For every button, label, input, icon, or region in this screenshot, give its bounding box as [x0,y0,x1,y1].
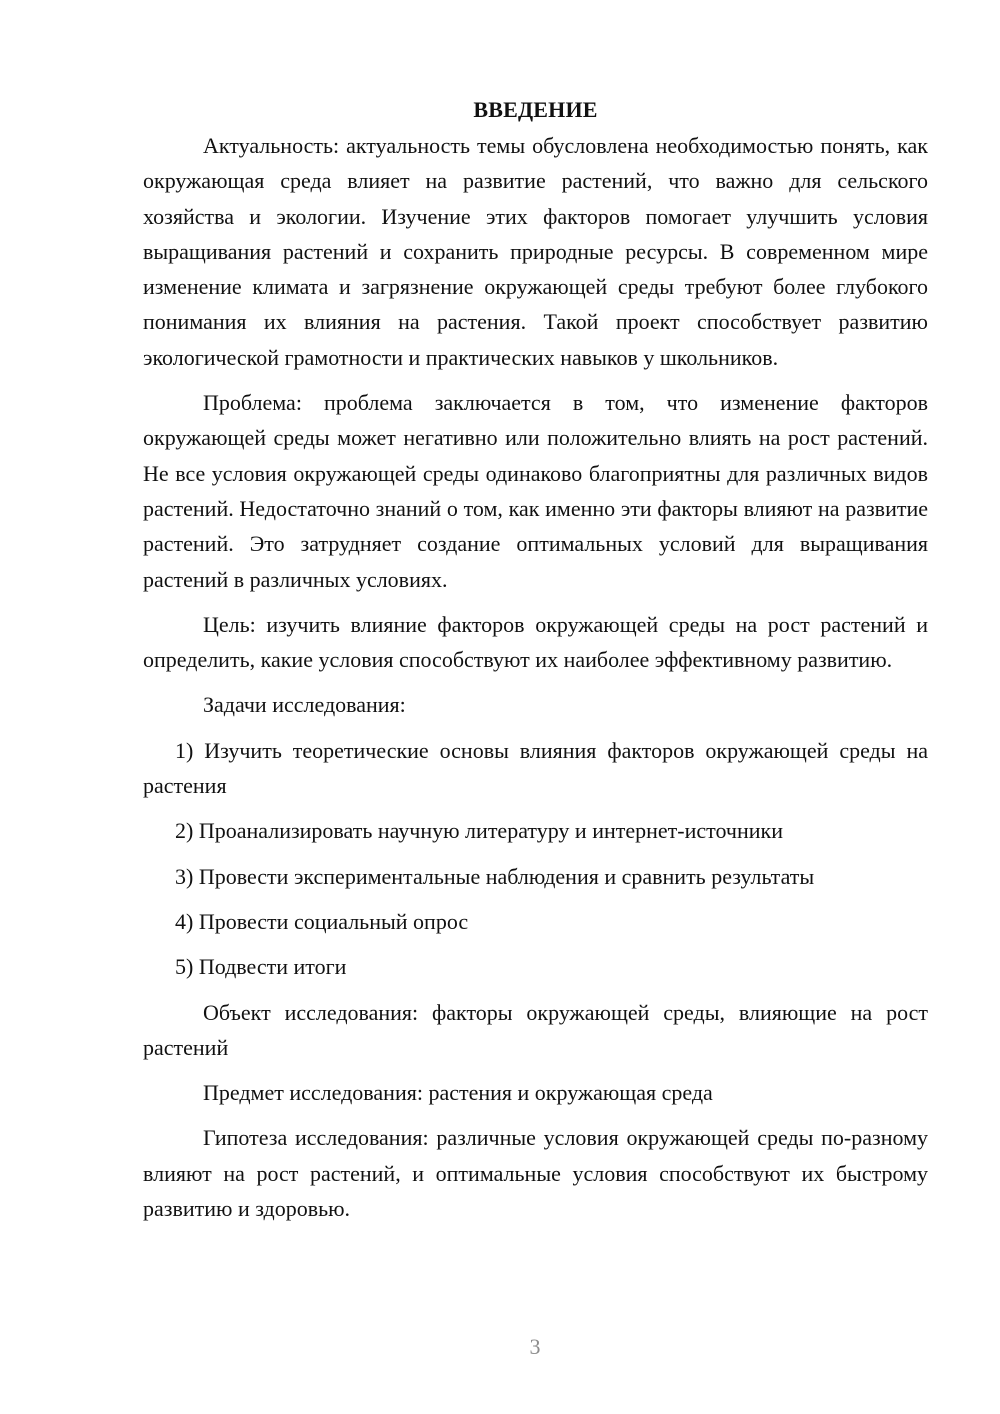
paragraph-object: Объект исследования: факторы окружающей среды, влияющие на рост растений [143,999,928,1060]
task-item-4: 4) Провести социальный опрос [175,908,469,934]
paragraph-goal: Цель: изучить влияние факторов окружающей среды на рост растений и определить, какие условия способствуют их наиболее эффективному развитию. [143,611,928,673]
paragraph-problem: Проблема: проблема заключается в том, что изменение факторов окружающей среды может негативно или положительно влиять на рост растений. Не все условия окружающей среды одинаково благоприятны для различных видов растений. Недостаточно знаний о том, как именно эти факторы влияют на развитие растений. Это затрудняет создание оптимальных условий для выращивания растений в различных условиях. [143,390,928,592]
section-title: ВВЕДЕНИЕ [473,97,598,122]
document-page [143,92,928,1226]
page-number: 3 [529,1334,541,1359]
paragraph-hypothesis: Гипотеза исследования: различные условия окружающей среды по-разному влияют на рост растений, и оптимальные условия способствуют их быстрому развитию и здоровью. [143,1125,928,1222]
task-item-2: 2) Проанализировать научную литературу и интернет-источники [175,818,783,844]
paragraph-subject: Предмет исследования: растения и окружающая среда [203,1080,713,1106]
paragraph-relevance: Актуальность: актуальность темы обусловлена необходимостью понять, как окружающая среда влияет на развитие растений, что важно для сельского хозяйства и экологии. Изучение этих факторов помогает улучшить условия выращивания растений и сохранить природные ресурсы. В современном мире изменение климата и загрязнение окружающей среды требуют более глубокого понимания их влияния на растения. Такой проект способствует развитию экологической грамотности и практических навыков у школьников. [143,133,928,370]
task-item-5: 5) Подвести итоги [175,954,347,980]
task-item-1: 1) Изучить теоретические основы влияния факторов окружающей среды на растения [143,737,928,799]
task-item-3: 3) Провести экспериментальные наблюдения и сравнить результаты [175,863,815,889]
tasks-heading: Задачи исследования: [203,692,406,718]
